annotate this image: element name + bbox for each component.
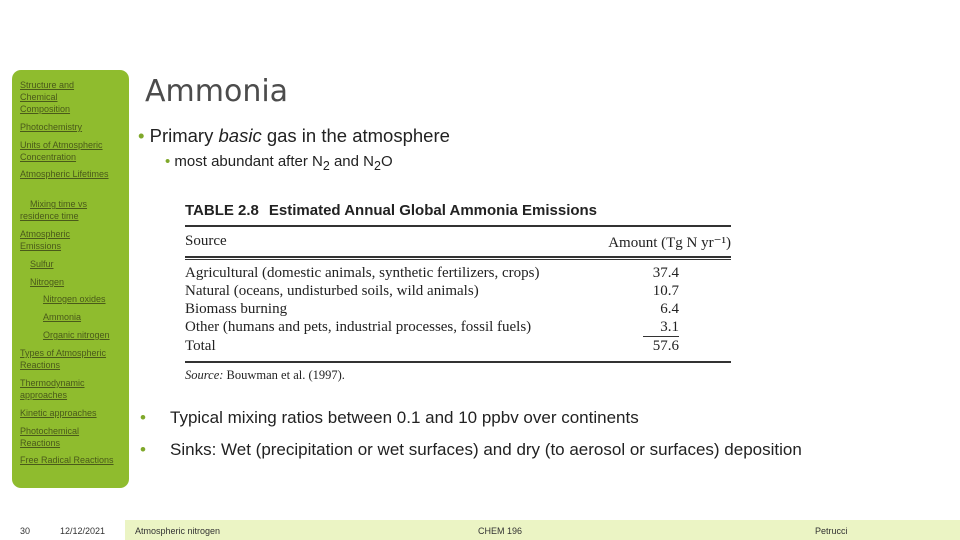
nav-link-units[interactable]: Units of Atmospheric Concentration <box>20 140 103 162</box>
table-row-total <box>185 338 731 356</box>
nav-link-photochemical[interactable]: Photochemical Reactions <box>20 426 80 448</box>
nav-link-ammonia[interactable]: Ammonia <box>43 312 82 322</box>
nav-link-organic-nitrogen[interactable]: Organic nitrogen <box>43 330 110 340</box>
footer-date: 12/12/2021 <box>60 526 106 536</box>
table-row <box>185 301 731 319</box>
row-amount: 37.4 <box>652 265 679 281</box>
bullet-dot-icon: • <box>138 125 150 146</box>
column-header-amount: Amount (Tg N yr⁻¹) <box>608 235 731 251</box>
bullet2-text: Typical mixing ratios between 0.1 and 10 ppbv over continents <box>170 408 639 427</box>
table-title-text: Estimated Annual Global Ammonia Emissions <box>268 202 598 219</box>
nav-link-mixing-time[interactable]: Mixing time vs residence time <box>20 199 88 221</box>
sub-subscript-2: 2 <box>374 159 381 173</box>
footer-course: CHEM 196 <box>478 526 523 536</box>
ammonia-emissions-table <box>185 198 731 388</box>
nav-link-free-radical[interactable]: Free Radical Reactions <box>20 455 114 465</box>
row-source: Natural (oceans, undisturbed soils, wild animals) <box>185 283 479 299</box>
slide-title: Ammonia <box>145 74 289 109</box>
bullet1-text-post: gas in the atmosphere <box>261 125 450 146</box>
row-amount: 10.7 <box>652 283 679 299</box>
row-amount: 57.6 <box>652 338 679 354</box>
bullet-mixing-ratios <box>140 408 639 428</box>
row-amount: 3.1 <box>660 319 679 335</box>
column-header-source: Source <box>185 233 227 249</box>
sub-text-pre: most abundant after N <box>174 153 323 170</box>
table-row <box>185 265 731 283</box>
table-subtotal-rule <box>643 336 679 337</box>
nav-link-emissions[interactable]: Atmospheric Emissions <box>20 229 71 251</box>
row-amount: 6.4 <box>660 301 679 317</box>
table-row <box>185 283 731 301</box>
sub-text-post: O <box>380 153 393 170</box>
footer-slide-number: 30 <box>20 526 31 536</box>
subbullet-dot-icon: • <box>165 153 175 170</box>
row-source: Other (humans and pets, industrial processes, fossil fuels) <box>185 319 532 335</box>
table-row <box>185 319 731 337</box>
bullet-dot-icon: • <box>140 408 146 427</box>
nav-link-nitrogen-oxides[interactable]: Nitrogen oxides <box>43 294 106 304</box>
table-header-rule <box>185 256 731 258</box>
row-source: Biomass burning <box>185 301 288 317</box>
bullet1-emphasis: basic <box>218 125 262 146</box>
nav-link-sulfur[interactable]: Sulfur <box>30 259 54 269</box>
nav-link-photochemistry[interactable]: Photochemistry <box>20 122 83 132</box>
row-source: Total <box>185 338 216 354</box>
slide-footer <box>0 520 960 540</box>
table-top-rule <box>185 225 731 227</box>
table-title <box>185 202 597 219</box>
nav-link-kinetic[interactable]: Kinetic approaches <box>20 408 97 418</box>
sub-subscript-1: 2 <box>322 159 330 173</box>
nav-link-reaction-types[interactable]: Types of Atmospheric Reactions <box>20 348 107 370</box>
source-citation: Bouwman et al. (1997). <box>223 368 345 382</box>
table-bottom-rule <box>185 361 731 363</box>
nav-link-thermodynamic[interactable]: Thermodynamic approaches <box>20 378 85 400</box>
table-number: TABLE 2.8 <box>185 202 259 219</box>
sub-text-mid: and N <box>329 153 374 170</box>
bullet1-text-pre: Primary <box>149 125 219 146</box>
bullet-sinks <box>140 440 802 460</box>
bullet-dot-icon: • <box>140 440 146 459</box>
nav-link-structure[interactable]: Structure and Chemical Composition <box>20 80 75 114</box>
bullet3-text: Sinks: Wet (precipitation or wet surfaces) and dry (to aerosol or surfaces) deposition <box>170 440 802 459</box>
table-source-note <box>185 368 345 383</box>
source-label: Source: <box>185 368 224 382</box>
nav-link-lifetimes[interactable]: Atmospheric Lifetimes <box>20 169 109 179</box>
row-source: Agricultural (domestic animals, synthetic fertilizers, crops) <box>185 265 540 281</box>
subbullet-most-abundant <box>165 153 393 173</box>
nav-link-nitrogen[interactable]: Nitrogen <box>30 277 65 287</box>
bullet-primary-basic-gas <box>138 125 450 147</box>
table-header-rule-thin <box>185 259 731 260</box>
footer-topic: Atmospheric nitrogen <box>135 526 221 536</box>
footer-author: Petrucci <box>815 526 848 536</box>
